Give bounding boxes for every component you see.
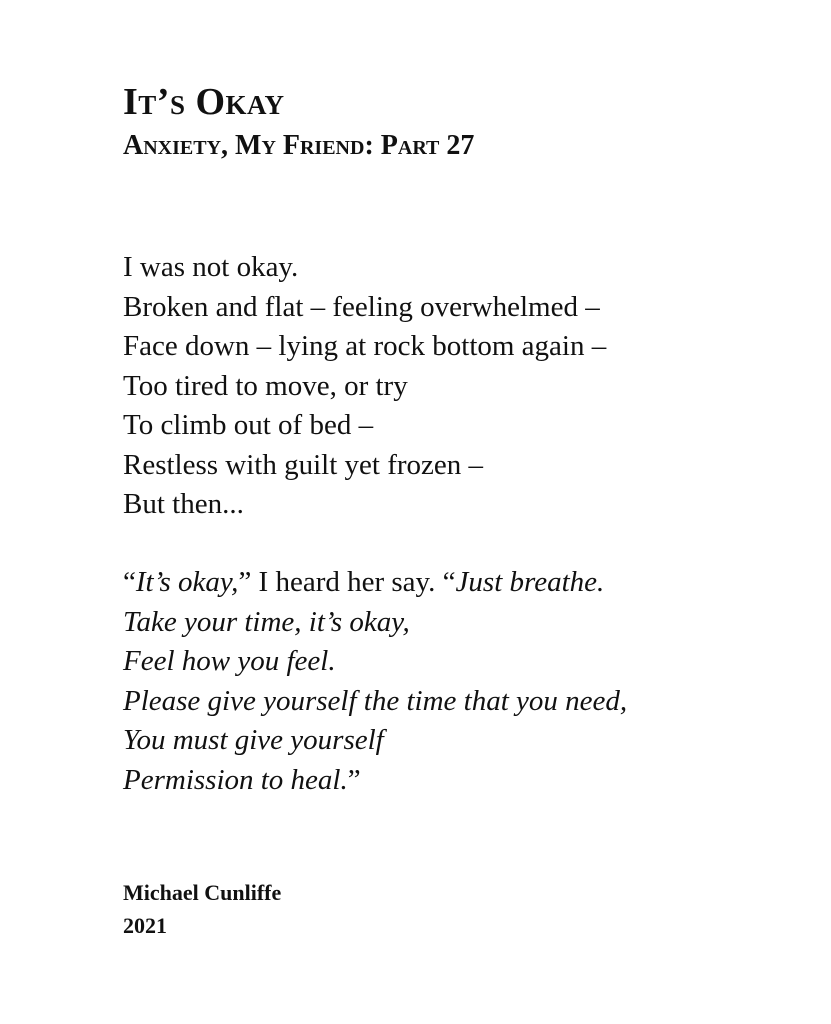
poem-line: Please give yourself the time that you need, [123,684,628,717]
poem-line: You must give yourself [123,724,384,756]
spoken-text: Just breathe. [455,566,605,598]
stanza-1 [123,248,606,525]
narration-text: ” I heard her say. “ [238,566,456,598]
author-name: Michael Cunliffe [123,880,282,905]
poem-line [123,761,627,801]
spoken-text: It’s okay, [135,566,239,598]
poem-line: Broken and flat – feeling overwhelmed – [123,290,600,323]
poem-line: Restless with guilt yet frozen – [123,448,484,481]
open-quote: “ [123,566,136,598]
poem-line: Feel how you feel. [123,645,336,677]
signature-block [123,876,281,942]
poem-subtitle: Anxiety, My Friend: Part 27 [123,130,475,161]
poem-line: But then... [123,488,244,520]
spoken-text: Permission to heal. [123,763,348,796]
poem-line: Take your time, it’s okay, [123,605,410,638]
poem-title: It’s Okay [123,81,285,123]
poem-line: Face down – lying at rock bottom again – [123,330,607,362]
poem-line [123,563,627,603]
poem-line: Too tired to move, or try [123,369,408,402]
publication-year: 2021 [123,913,167,938]
stanza-2 [123,563,627,800]
poem-line: I was not okay. [123,251,299,283]
poem-line: To climb out of bed – [123,409,374,441]
close-quote: ” [347,763,361,796]
